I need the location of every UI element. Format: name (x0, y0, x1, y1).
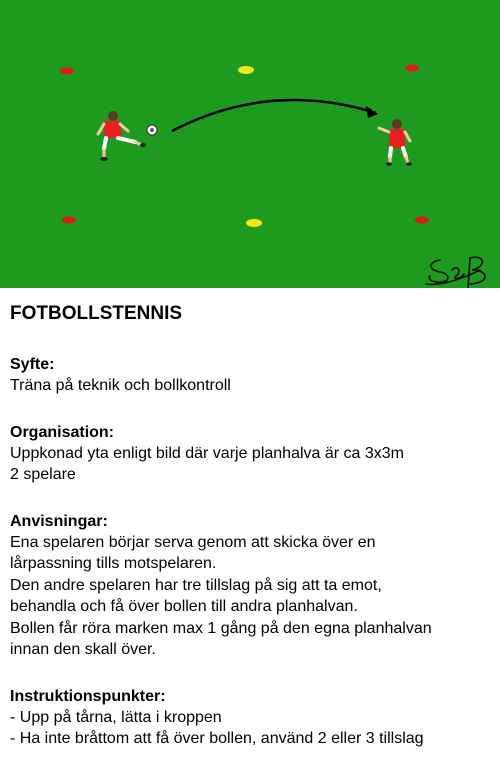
yellow-cone (238, 66, 254, 74)
section-heading: Anvisningar: (10, 512, 108, 530)
sections-container (10, 354, 490, 750)
section-line: behandla och få över bollen till andra planhalvan. (10, 598, 358, 615)
ball (147, 125, 157, 135)
section (10, 686, 490, 750)
section (10, 422, 490, 486)
section-line: Bollen får röra marken max 1 gång på den egna planhalvan (10, 619, 432, 637)
section-heading: Organisation: (10, 423, 115, 441)
red-cone (405, 65, 419, 72)
drill-title: FOTBOLLSTENNIS (10, 303, 183, 324)
field-illustration (0, 0, 500, 288)
red-cone (60, 68, 74, 75)
section-heading: Syfte: (10, 356, 55, 373)
red-cone (415, 217, 429, 224)
section-line: innan den skall över. (10, 641, 156, 658)
section (10, 354, 490, 397)
section-heading: Instruktionspunkter: (10, 687, 166, 705)
section-line: Uppkonad yta enligt bild där varje planhalva är ca 3x3m (10, 444, 405, 462)
section-line: 2 spelare (10, 466, 76, 483)
section-line: lårpassning tills motspelaren. (10, 555, 217, 572)
section (10, 511, 490, 661)
section-line: - Ha inte bråttom att få över bollen, använd 2 eller 3 tillslag (10, 730, 424, 747)
red-cone (62, 217, 76, 224)
section-line: Den andre spelaren har tre tillslag på sig att ta emot, (10, 576, 382, 594)
section-line: Träna på teknik och bollkontroll (10, 377, 231, 394)
grass-field (0, 0, 500, 288)
section-line: Ena spelaren börjar serva genom att skicka över en (10, 533, 376, 551)
drill-diagram (0, 0, 500, 288)
drill-description (0, 302, 500, 750)
section-line: - Upp på tårna, lätta i kroppen (10, 708, 222, 726)
yellow-cone (246, 219, 262, 227)
